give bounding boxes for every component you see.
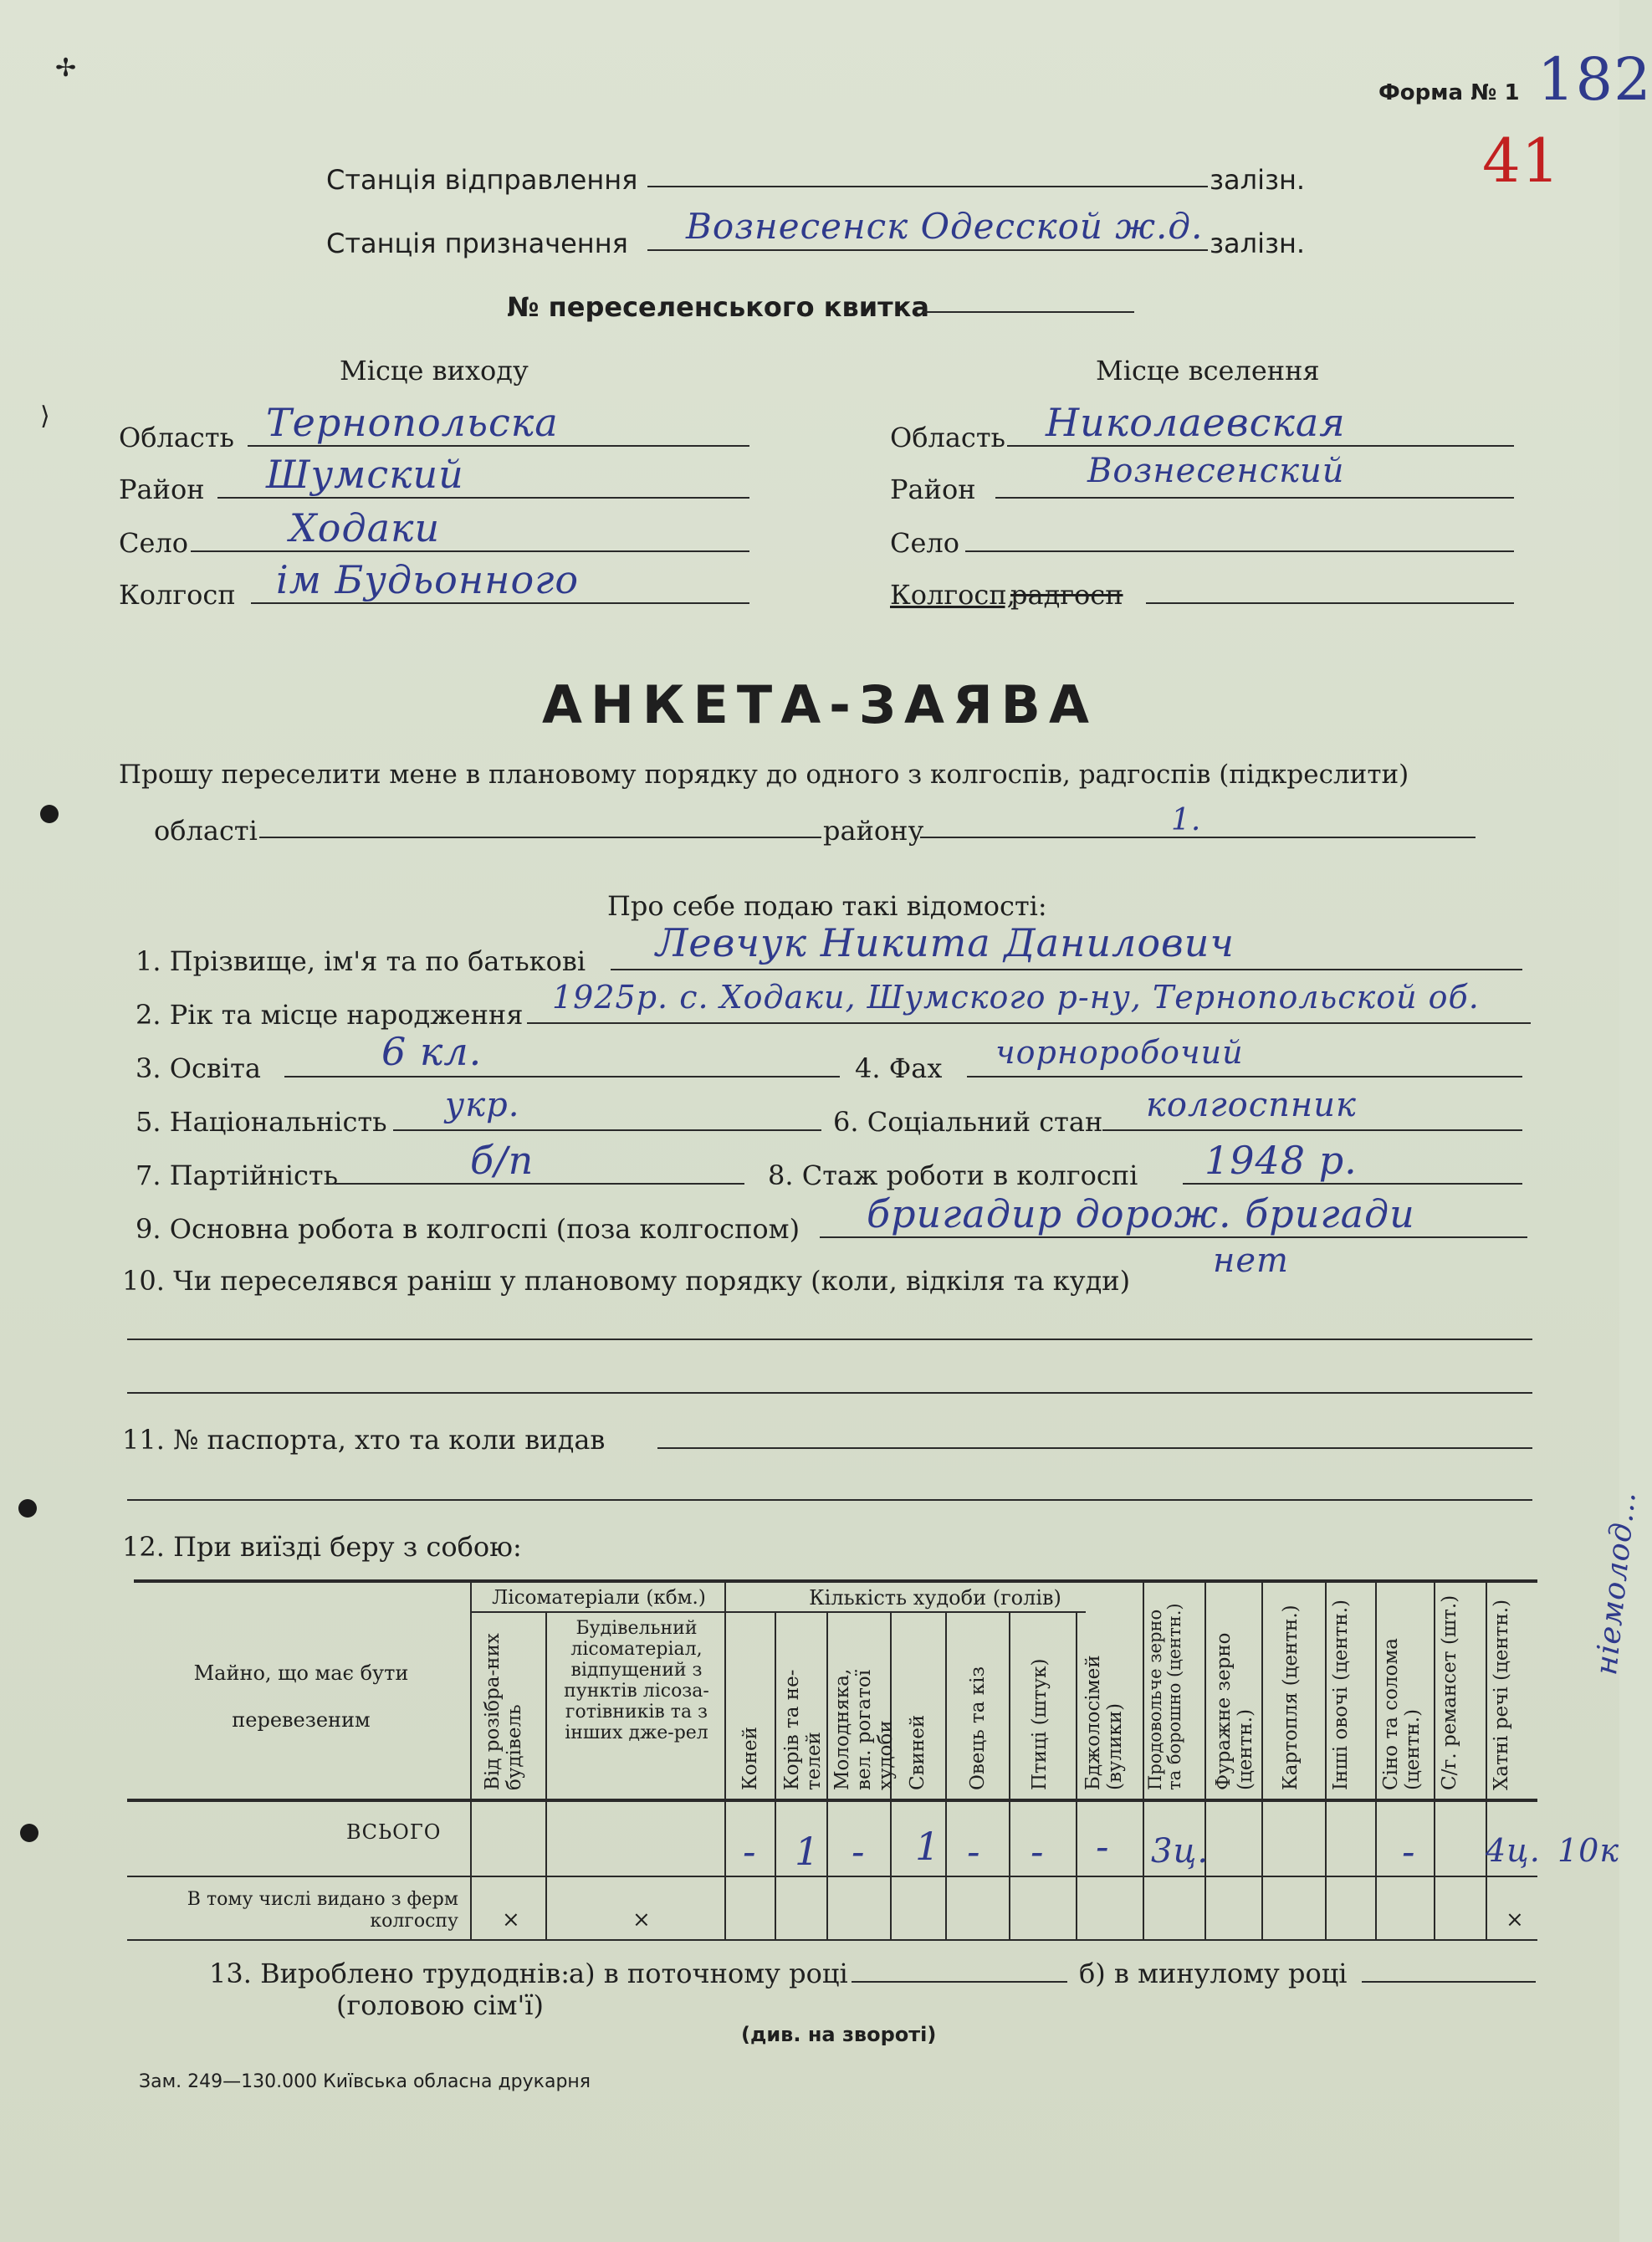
origin-kolhosp-label: Колгосп	[119, 579, 236, 611]
row-farm-15: ×	[1506, 1907, 1524, 1932]
origin-oblast-line	[248, 445, 749, 447]
field-7-label: 7. Партійність	[136, 1159, 339, 1191]
row-total-2: -	[743, 1829, 757, 1874]
origin-raion: Шумский	[266, 452, 464, 497]
col-header-12: Інші овочі (центн.)	[1330, 1599, 1352, 1790]
field-3-label: 3. Освіта	[136, 1052, 261, 1084]
row-farm-label: В тому числі видано з ферм колгоспу	[187, 1889, 458, 1932]
origin-selo: Ходаки	[289, 505, 441, 550]
field-7-value: б/п	[470, 1138, 534, 1183]
station-departure-suffix: залізн.	[1210, 164, 1306, 196]
field-6-label: 6. Соціальний стан	[833, 1106, 1103, 1138]
destination-kolhosp-label: Колгосп,	[890, 579, 1015, 611]
col-header-14: С/г. ремансет (шт.)	[1439, 1594, 1460, 1790]
margin-mark: ⟩	[40, 402, 50, 431]
col-header-11: Картопля (центн.)	[1280, 1605, 1302, 1790]
destination-selo-label: Село	[890, 527, 960, 559]
table-vline	[1325, 1579, 1327, 1941]
col-header-8: Бджолосімей (вулики)	[1082, 1655, 1126, 1790]
field-10-line-2	[127, 1339, 1532, 1340]
field-2-value: 1925р. с. Ходаки, Шумского р-ну, Тернопольской об.	[552, 979, 1480, 1016]
field-13-label: 13. Вироблено трудоднів:	[209, 1958, 570, 1989]
row-total-15: 4ц.	[1486, 1832, 1541, 1869]
request-raionu-label: району	[823, 815, 924, 847]
field-8-value: 1948 р.	[1204, 1138, 1358, 1183]
field-9-label: 9. Основна робота в колгоспі (поза колгоспом)	[136, 1213, 800, 1245]
row-total-5: 1	[915, 1824, 941, 1869]
field-3-value: 6 кл.	[381, 1029, 483, 1074]
origin-oblast: Тернопольска	[266, 400, 559, 445]
destination-raion-label: Район	[890, 473, 976, 505]
row-total-4: -	[852, 1829, 866, 1874]
destination-heading: Місце вселення	[1096, 355, 1320, 386]
field-5-line	[393, 1129, 821, 1131]
ticket-label: № переселенського квитка	[507, 291, 929, 323]
ticket-line	[923, 311, 1134, 313]
field-4-label: 4. Фах	[855, 1052, 943, 1084]
destination-oblast-label: Область	[890, 422, 1005, 453]
field-1-value: Левчук Никита Данилович	[656, 920, 1235, 965]
punch-hole	[20, 1824, 38, 1842]
archive-number-red: 41	[1482, 125, 1561, 196]
request-oblasti-label: області	[154, 815, 258, 847]
table-vline	[1261, 1579, 1263, 1941]
field-3-line	[284, 1076, 840, 1077]
col-header-1: Будівельний лісоматеріал, відпущений з пунктів лісоза-готівників та з інших дже-рел	[564, 1618, 709, 1743]
destination-oblast: Николаевская	[1046, 400, 1346, 445]
field-4-line	[967, 1076, 1522, 1077]
field-7-line	[335, 1183, 744, 1185]
col-header-9: Продовольче зерно та борошно (центн.)	[1145, 1603, 1184, 1790]
col-header-10: Фуражне зерно (центн.)	[1213, 1632, 1256, 1790]
table-cattle-group: Кількість худоби (голів)	[809, 1586, 1061, 1610]
destination-raion: Вознесенский	[1087, 452, 1345, 490]
col-header-5: Свиней	[907, 1714, 928, 1790]
table-vline	[1143, 1579, 1144, 1941]
table-vline	[1204, 1579, 1206, 1941]
col-header-7: Птиці (штук)	[1029, 1658, 1051, 1790]
row-total-extra: 10к	[1557, 1832, 1620, 1869]
field-1-label: 1. Прізвище, ім'я та по батькові	[136, 945, 586, 977]
field-6-value: колгоспник	[1146, 1086, 1357, 1124]
origin-raion-label: Район	[119, 473, 205, 505]
table-vline	[1375, 1579, 1377, 1941]
origin-oblast-label: Область	[119, 422, 234, 453]
col-header-2: Коней	[739, 1727, 761, 1790]
field-10-value: нет	[1213, 1241, 1289, 1280]
field-8-line	[1183, 1183, 1522, 1185]
table-vline	[470, 1579, 472, 1941]
table-vline	[775, 1613, 776, 1941]
field-11-label: 11. № паспорта, хто та коли видав	[122, 1424, 606, 1456]
field-13-sub: (головою сім'ї)	[336, 1989, 544, 2021]
table-vline	[1076, 1613, 1077, 1941]
field-9-value: бригадир дорож. бригади	[867, 1191, 1415, 1236]
request-raionu: 1.	[1171, 803, 1202, 837]
margin-note: ніемолод...	[1589, 1489, 1643, 1677]
row-total-8: -	[1096, 1824, 1110, 1869]
origin-selo-label: Село	[119, 527, 189, 559]
field-8-label: 8. Стаж роботи в колгоспі	[768, 1159, 1138, 1191]
station-destination-value: Вознесенск Одесской ж.д.	[686, 206, 1204, 247]
page-title: АНКЕТА-ЗАЯВА	[542, 674, 1097, 735]
station-destination-label: Станція призначення	[326, 228, 628, 259]
table-vline	[1434, 1579, 1435, 1941]
request-text: Прошу переселити мене в плановому порядку до одного з колгоспів, радгоспів (підкреслити)	[119, 760, 1409, 790]
station-destination-suffix: залізн.	[1210, 228, 1306, 259]
row-total-7: -	[1031, 1829, 1045, 1874]
about-heading: Про себе подаю такі відомості:	[607, 890, 1047, 922]
origin-kolhosp-line	[251, 602, 749, 604]
field-5-label: 5. Національність	[136, 1106, 387, 1138]
field-10-line-3	[127, 1392, 1532, 1394]
col-header-13: Сіно та солома (центн.)	[1380, 1638, 1424, 1790]
field-2-line	[527, 1022, 1531, 1024]
table-vline	[545, 1613, 547, 1941]
table-vline	[1009, 1613, 1010, 1941]
row-total-13: -	[1402, 1829, 1416, 1874]
form-number: Форма № 1	[1378, 80, 1520, 105]
table-vline	[826, 1613, 828, 1941]
field-10-label: 10. Чи переселявся раніш у плановому порядку (коли, відкіля та куди)	[122, 1265, 1131, 1297]
station-destination-line	[647, 249, 1208, 251]
see-reverse-note: (див. на звороті)	[741, 2023, 937, 2046]
destination-oblast-line	[1007, 445, 1514, 447]
row-total-6: -	[967, 1829, 981, 1874]
station-departure-label: Станція відправлення	[326, 164, 638, 196]
table-vline	[945, 1613, 947, 1941]
punch-hole	[40, 805, 59, 823]
row-total-9: 3ц.	[1151, 1832, 1210, 1871]
printer-note: Зам. 249—130.000 Київська обласна друкарня	[139, 2071, 591, 2092]
col-header-4: Молодняка, вел. рогатої худоби	[831, 1668, 897, 1790]
destination-raion-line	[995, 497, 1514, 499]
field-6-line	[1102, 1129, 1522, 1131]
table-top-border	[134, 1579, 1537, 1583]
field-5-value: укр.	[445, 1086, 520, 1124]
field-9-line	[820, 1236, 1527, 1238]
table-timber-group: Лісоматеріали (кбм.)	[492, 1587, 706, 1609]
table-property-header: Майно, що має бути перевезеним	[193, 1661, 409, 1732]
origin-raion-line	[217, 497, 749, 499]
origin-heading: Місце виходу	[340, 355, 529, 386]
field-4-value: чорноробочий	[995, 1034, 1244, 1071]
table-vline	[1486, 1579, 1487, 1941]
field-1-line	[611, 969, 1522, 970]
field-13-b-label: б) в минулому році	[1079, 1958, 1348, 1989]
origin-selo-line	[191, 550, 749, 552]
destination-radhosp-label: радгосп	[1010, 579, 1123, 611]
table-group-line	[470, 1611, 1086, 1613]
row-total-3: 1	[795, 1829, 821, 1874]
archive-number: 182	[1537, 45, 1652, 114]
col-header-6: Овець та кіз	[967, 1666, 989, 1790]
row-farm-0: ×	[502, 1907, 520, 1932]
row-total-label: ВСЬОГО	[346, 1820, 442, 1844]
station-departure-line	[647, 186, 1208, 187]
punch-hole	[18, 1499, 37, 1518]
field-13-a-line	[852, 1981, 1067, 1983]
destination-selo-line	[965, 550, 1514, 552]
col-header-15: Хатні речі (центн.)	[1491, 1599, 1512, 1790]
field-11-line	[657, 1447, 1532, 1449]
margin-mark: ✢	[55, 54, 77, 83]
col-header-3: Корів та не-телей	[781, 1669, 825, 1790]
field-11-line-2	[127, 1499, 1532, 1501]
request-oblasti-line	[259, 837, 821, 838]
col-header-0: Від розібра-них будівель	[482, 1633, 525, 1790]
field-12-label: 12. При виїзді беру з собою:	[122, 1531, 522, 1563]
origin-kolhosp: ім Будьонного	[276, 557, 580, 602]
destination-kolhosp-line	[1146, 602, 1514, 604]
field-13-b-line	[1362, 1981, 1536, 1983]
field-2-label: 2. Рік та місце народження	[136, 999, 524, 1031]
table-vline	[724, 1579, 726, 1941]
field-13-a-label: а) в поточному році	[569, 1958, 848, 1989]
row-farm-1: ×	[632, 1907, 651, 1932]
